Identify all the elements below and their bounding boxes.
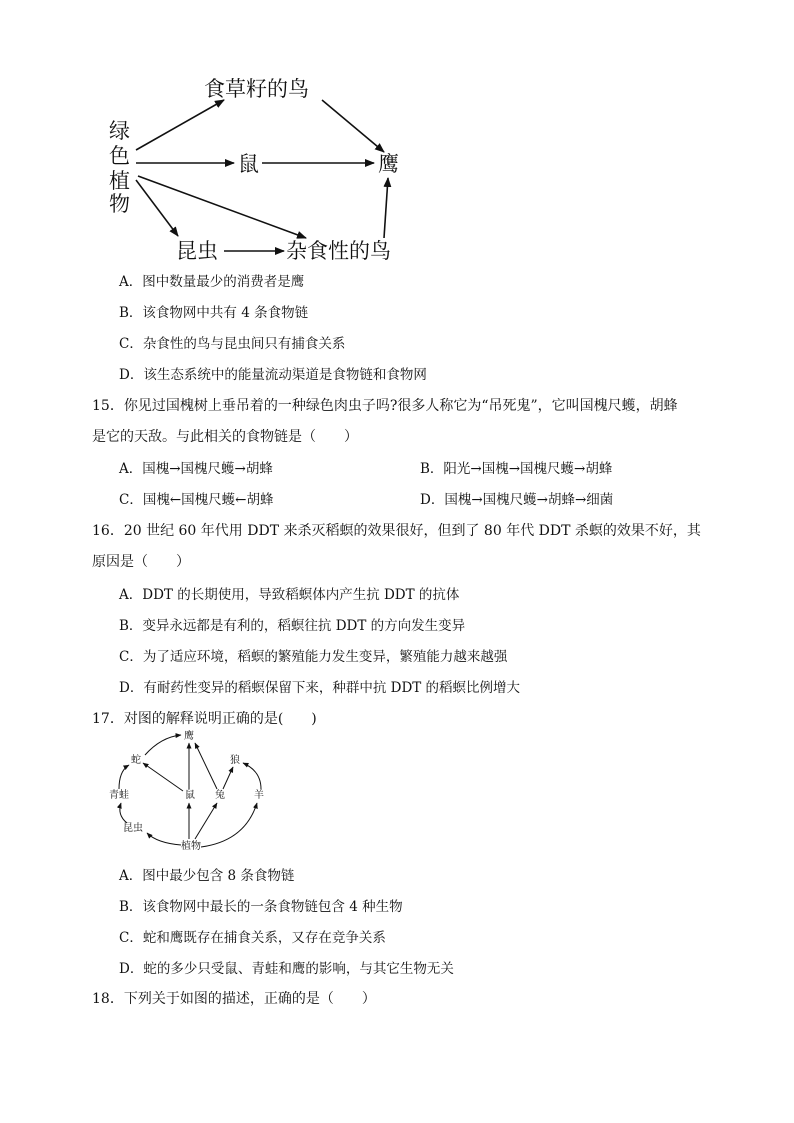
arrow2-plant-insect [147,833,181,845]
node-green-plant-3: 植 [109,169,130,193]
node-insect: 昆虫 [176,239,218,263]
arrow2-insect-frog [120,803,127,823]
q16-option-c[interactable]: C．为了适应环境，稻螟的繁殖能力发生变异，繁殖能力越来越强 [119,649,508,665]
q14-option-b[interactable]: B．该食物网中共有 4 条食物链 [119,305,309,321]
q15-stem-line1: 15．你见过国槐树上垂吊着的一种绿色肉虫子吗?很多人称它为“吊死鬼”，它叫国槐尺蠖，胡蜂 [92,398,678,414]
node-omni-bird: 杂食性的鸟 [286,239,391,263]
q15-stem-line2: 是它的天敌。与此相关的食物链是（ ） [92,429,358,445]
node-green-plant-2: 色 [109,144,130,168]
arrow-seedbird-hawk [322,100,384,152]
arrow-plant-seedbird [136,100,224,150]
arrow2-sheep-wolf [243,763,261,789]
arrow2-frog-snake [119,765,129,789]
q18-stem: 18．下列关于如图的描述，正确的是（ ） [92,991,376,1007]
node2-snake: 蛇 [131,755,141,766]
q17-option-b[interactable]: B．该食物网中最长的一条食物链包含 4 种生物 [119,899,403,915]
node2-mouse: 鼠 [185,790,195,801]
q16-stem-line2: 原因是（ ） [92,554,190,570]
q14-option-a[interactable]: A．图中数量最少的消费者是鹰 [119,274,305,290]
arrow2-rabbit-hawk [195,743,217,789]
arrow2-mouse-snake [143,763,183,791]
arrow-omnibird-hawk [384,178,388,238]
arrow2-plant-rabbit [195,803,217,839]
arrow2-plant-sheep [201,803,257,847]
q17-stem: 17．对图的解释说明正确的是( ) [92,711,317,727]
q17-option-c[interactable]: C．蛇和鹰既存在捕食关系，又存在竞争关系 [119,930,386,946]
q16-stem-line1: 16．20 世纪 60 年代用 DDT 来杀灭稻螟的效果很好，但到了 80 年代 DDT 杀螟的效果不好，其 [92,523,701,539]
node-green-plant-1: 绿 [109,119,130,143]
node2-hawk: 鹰 [184,731,194,742]
node2-wolf: 狼 [230,755,240,766]
q14-option-d[interactable]: D．该生态系统中的能量流动渠道是食物链和食物网 [119,367,427,383]
q15-option-a[interactable]: A．国槐→国槐尺蠖→胡蜂 [119,461,273,477]
q15-option-b[interactable]: B．阳光→国槐→国槐尺蠖→胡蜂 [420,461,613,477]
node-green-plant-4: 物 [109,192,130,216]
arrow2-rabbit-wolf [223,767,233,789]
node-seed-bird: 食草籽的鸟 [204,77,309,101]
q15-option-c[interactable]: C．国槐←国槐尺蠖←胡蜂 [119,492,274,508]
q15-option-d[interactable]: D．国槐→国槐尺蠖→胡蜂→细菌 [420,492,614,508]
arrow2-snake-hawk [145,735,181,755]
q14-option-c[interactable]: C．杂食性的鸟与昆虫间只有捕食关系 [119,336,346,352]
q16-option-a[interactable]: A．DDT 的长期使用，导致稻螟体内产生抗 DDT 的抗体 [119,587,460,603]
node2-rabbit: 兔 [215,790,225,801]
q16-option-d[interactable]: D．有耐药性变异的稻螟保留下来，种群中抗 DDT 的稻螟比例增大 [119,680,521,696]
q17-option-d[interactable]: D．蛇的多少只受鼠、青蛙和鹰的影响，与其它生物无关 [119,961,454,977]
node-mouse: 鼠 [238,152,259,176]
node2-frog: 青蛙 [109,790,129,801]
node-hawk: 鹰 [378,152,399,176]
arrow-plant-omnibird [138,176,306,238]
node2-sheep: 羊 [254,790,264,801]
node2-insect: 昆虫 [123,823,143,834]
food-web-diagram-1 [100,70,420,270]
food-web-diagram-2 [105,727,285,857]
q17-option-a[interactable]: A．图中最少包含 8 条食物链 [119,868,295,884]
q16-option-b[interactable]: B．变异永远都是有利的，稻螟往抗 DDT 的方向发生变异 [119,618,466,634]
node2-plant: 植物 [181,841,201,852]
